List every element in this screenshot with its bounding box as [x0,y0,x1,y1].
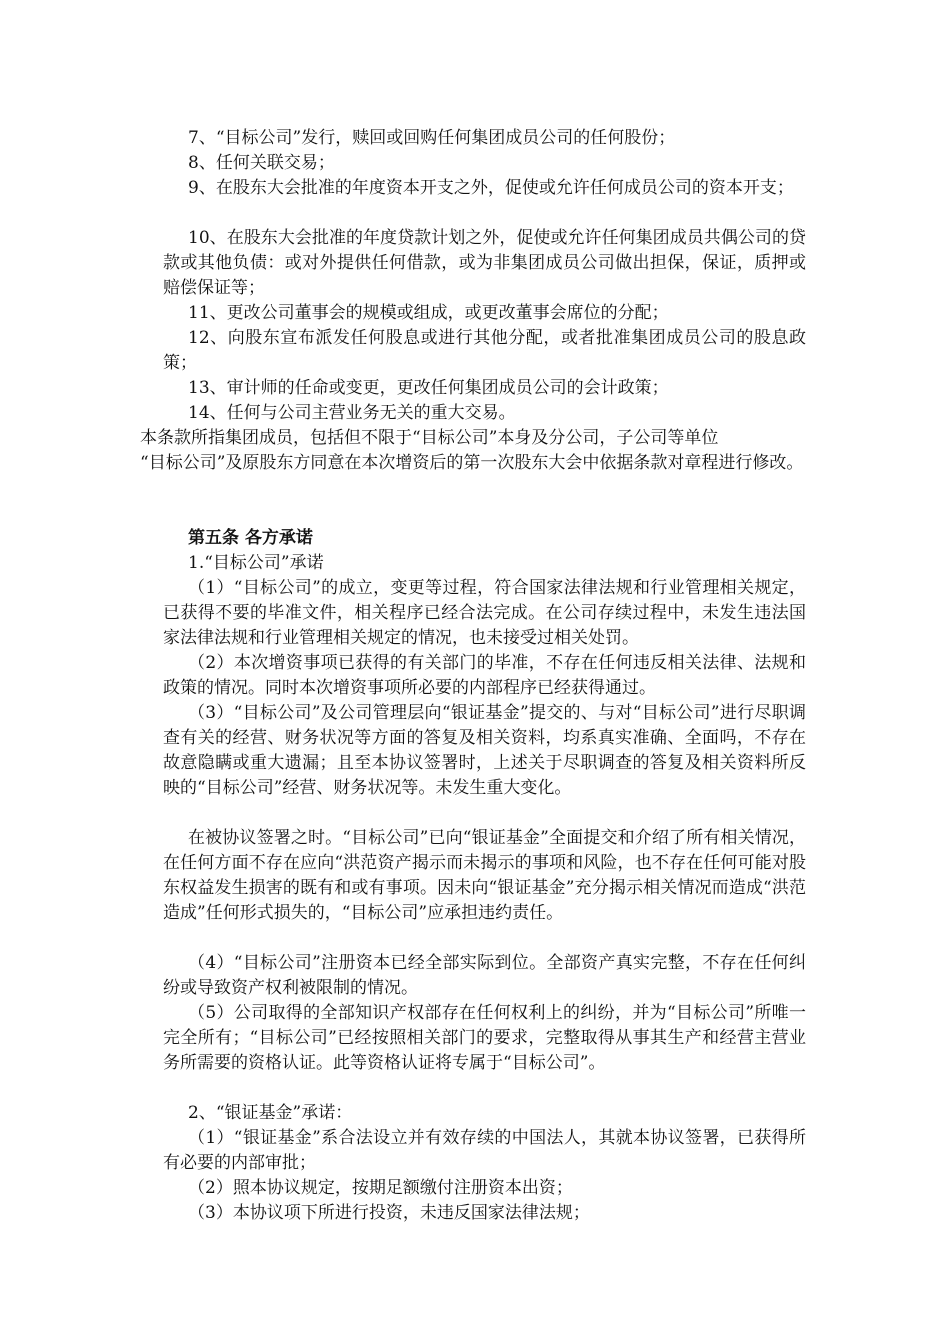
list-item: 11、更改公司董事会的规模或组成，或更改董事会席位的分配； [188,303,669,323]
commitment-paragraph: 在被协议签署之时。“目标公司”已向“银证基金”全面提交和介绍了所有相关情况，在任何方面不存在应向“洪范资产揭示而未揭示的事项和风险，也不存在任何可能对股东权益发生损害的既有和或有事项。因未向“银证基金”充分揭示相关情况而造成“洪范造成”任何形式损失的，“目标公司”应承担违约责任。 [163,828,806,923]
commitment-paragraph: （1）“目标公司”的成立，变更等过程，符合国家法律法规和行业管理相关规定，已获得不要的毕准文件，相关程序已经合法完成。在公司存续过程中，未发生违法国家法律法规和行业管理相关规定的情况，也未接受过相关处罚。 [163,578,806,648]
section-title: 1.“目标公司”承诺 [188,553,324,573]
amendment-note: “目标公司”及原股东方同意在本次增资后的第一次股东大会中依据条款对章程进行修改。 [140,453,804,473]
commitment-paragraph: （5）公司取得的全部知识产权部存在任何权利上的纠纷，并为“目标公司”所唯一完全所有；“目标公司”已经按照相关部门的要求，完整取得从事其生产和经营主营业务所需要的资格认证。此等资格认证将专属于“目标公司”。 [163,1003,806,1073]
article-heading: 第五条 各方承诺 [188,528,313,548]
list-item: 12、向股东宣布派发任何股息或进行其他分配，或者批准集团成员公司的股息政策； [163,328,806,373]
commitment-paragraph: （4）“目标公司”注册资本已经全部实际到位。全部资产真实完整，不存在任何纠纷或导致资产权利被限制的情况。 [163,953,806,998]
list-item: 10、在股东大会批准的年度贷款计划之外，促使或允许任何集团成员共偶公司的贷款或其他负债：或对外提供任何借款，或为非集团成员公司做出担保，保证，质押或赔偿保证等； [163,228,806,298]
list-item: 8、任何关联交易； [188,153,335,173]
commitment-paragraph: （1）“银证基金”系合法设立并有效存续的中国法人，其就本协议签署，已获得所有必要的内部审批； [163,1128,806,1173]
commitment-paragraph: （2）照本协议规定，按期足额缴付注册资本出资； [188,1178,573,1198]
list-item: 13、审计师的任命或变更，更改任何集团成员公司的会计政策； [188,378,669,398]
list-item: 9、在股东大会批准的年度资本开支之外，促使或允许任何成员公司的资本开支； [188,178,794,198]
group-members-note: 本条款所指集团成员，包括但不限于“目标公司”本身及分公司，子公司等单位 [140,428,719,448]
list-item: 14、任何与公司主营业务无关的重大交易。 [188,403,516,423]
commitment-paragraph: （3）“目标公司”及公司管理层向“银证基金”提交的、与对“目标公司”进行尽职调查有关的经营、财务状况等方面的答复及相关资料，均系真实准确、全面吗，不存在故意隐瞒或重大遗漏；且至本协议签署时，上述关于尽职调查的答复及相关资料所反映的“目标公司”经营、财务状况等。未发生重大变化。 [163,703,806,798]
list-item: 7、“目标公司”发行，赎回或回购任何集团成员公司的任何股份； [188,128,676,148]
commitment-paragraph: （3）本协议项下所进行投资，未违反国家法律法规； [188,1203,590,1223]
section-title: 2、“银证基金”承诺： [188,1103,353,1123]
commitment-paragraph: （2）本次增资事项已获得的有关部门的毕准，不存在任何违反相关法律、法规和政策的情况。同时本次增资事项所必要的内部程序已经获得通过。 [163,653,806,698]
